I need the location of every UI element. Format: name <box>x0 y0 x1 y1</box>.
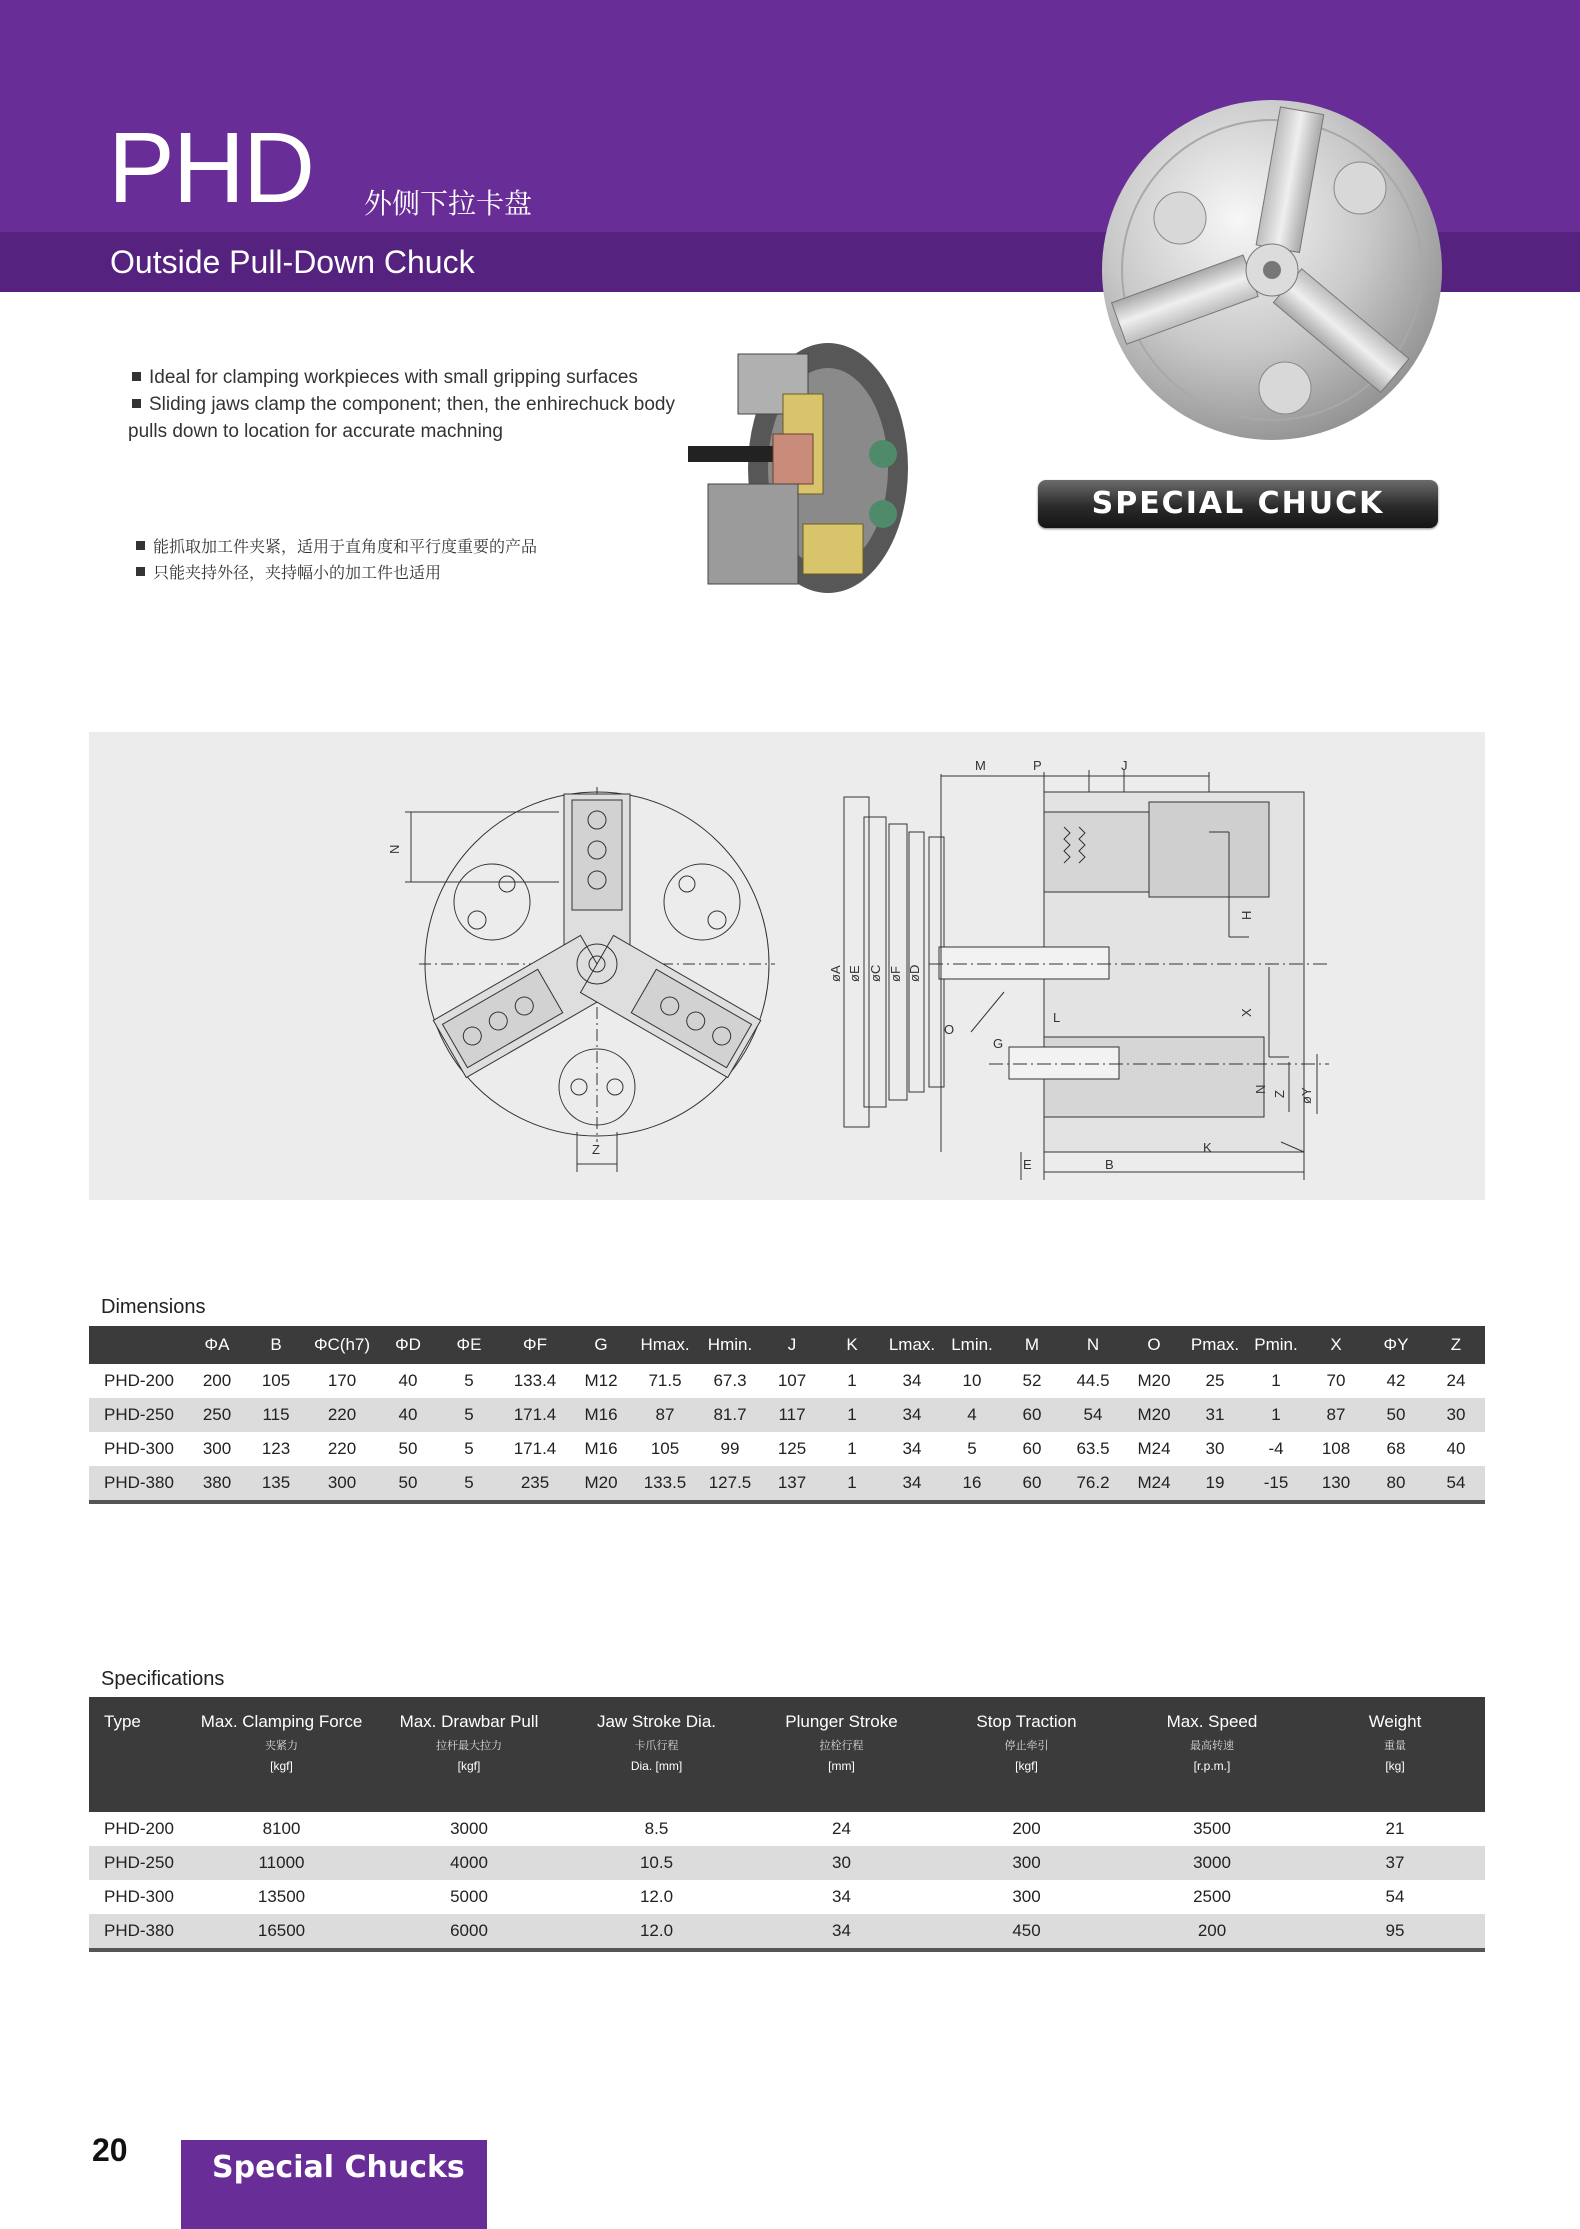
dimensions-column-header: ΦF <box>499 1326 571 1364</box>
dimensions-cell: 34 <box>902 1371 922 1390</box>
dimensions-column-header: M <box>1001 1326 1063 1364</box>
label-Y: øY <box>1299 1087 1314 1104</box>
specifications-row <box>89 1914 1485 1950</box>
label-Z-side: Z <box>1272 1090 1287 1098</box>
specifications-cell: 54 <box>1385 1887 1405 1906</box>
specifications-cell: 300 <box>934 1846 1119 1880</box>
dimensions-cell: 4 <box>943 1398 1001 1432</box>
special-chuck-badge: SPECIAL CHUCK <box>1038 480 1438 528</box>
dimensions-cell: 220 <box>307 1398 377 1432</box>
dimensions-cell: 130 <box>1307 1466 1365 1502</box>
dimensions-cell: 105 <box>261 1371 291 1390</box>
specifications-cell: 10.5 <box>564 1846 749 1880</box>
specifications-cell: 12.0 <box>564 1914 749 1950</box>
dimensions-table <box>89 1326 1485 1504</box>
header-unit: [r.p.m.] <box>1193 1759 1231 1774</box>
header-label: Max. Speed <box>1166 1712 1258 1731</box>
dimensions-cell: 34 <box>902 1439 922 1458</box>
header-label-chinese: 拉杆最大拉力 <box>436 1739 502 1753</box>
specifications-cell: 13500 <box>257 1887 306 1906</box>
feature-list-english <box>128 364 675 445</box>
dimensions-cell: 87 <box>1307 1398 1365 1432</box>
label-F: øF <box>888 966 903 982</box>
label-N-side: N <box>1253 1084 1268 1094</box>
header-unit: [kgf] <box>457 1759 481 1774</box>
dimensions-column-header: J <box>761 1326 823 1364</box>
dimensions-cell: M20 <box>1137 1371 1171 1390</box>
specifications-cell: 24 <box>832 1819 851 1838</box>
specifications-cell: 37 <box>1305 1846 1485 1880</box>
page-subtitle: Outside Pull-Down Chuck <box>110 244 475 280</box>
dimensions-column-header: Lmax. <box>881 1326 943 1364</box>
dimensions-cell: 60 <box>1001 1466 1063 1502</box>
chuck-cutaway-illustration <box>678 334 914 602</box>
dimensions-cell: 1 <box>1271 1371 1281 1390</box>
header-unit: [kg] <box>1385 1759 1405 1774</box>
specifications-row <box>89 1846 1485 1880</box>
label-P: P <box>1033 758 1042 773</box>
dimensions-cell: 54 <box>1063 1398 1123 1432</box>
dimensions-cell: 5 <box>464 1371 474 1390</box>
dimensions-cell: 34 <box>881 1466 943 1502</box>
dimensions-cell: M12 <box>584 1371 618 1390</box>
dimensions-column-header: Pmax. <box>1185 1326 1245 1364</box>
dimensions-cell: 63.5 <box>1076 1439 1110 1458</box>
dimensions-cell: M24 <box>1123 1466 1185 1502</box>
dimensions-cell: 133.5 <box>631 1466 699 1502</box>
dimensions-cell: 81.7 <box>699 1398 761 1432</box>
feature-item <box>136 560 537 586</box>
dimensions-cell: 108 <box>1321 1439 1351 1458</box>
header-label-chinese: 夹紧力 <box>265 1739 298 1753</box>
dimensions-column-header: ΦD <box>377 1326 439 1364</box>
label-D: øD <box>907 964 922 982</box>
dimensions-cell: 5 <box>439 1466 499 1502</box>
dimensions-cell: 42 <box>1386 1371 1406 1390</box>
label-E: E <box>1023 1157 1032 1172</box>
specifications-column-header <box>89 1697 189 1812</box>
page-number: 20 <box>92 2132 128 2168</box>
dimensions-cell: 235 <box>499 1466 571 1502</box>
specifications-column-header <box>749 1697 934 1812</box>
specifications-column-header <box>564 1697 749 1812</box>
specifications-row <box>89 1812 1485 1846</box>
chuck-photo <box>1100 98 1445 443</box>
header-label: Plunger Stroke <box>785 1712 898 1731</box>
dimensions-cell: 250 <box>189 1398 245 1432</box>
dimensions-cell: 5 <box>464 1439 474 1458</box>
dimensions-column-header: K <box>823 1326 881 1364</box>
dimensions-cell: 200 <box>202 1371 232 1390</box>
specifications-column-header <box>189 1697 374 1812</box>
specifications-cell: PHD-250 <box>89 1846 189 1880</box>
technical-drawing <box>89 732 1485 1200</box>
specifications-cell: 6000 <box>374 1914 564 1950</box>
specifications-column-header <box>374 1697 564 1812</box>
dimensions-cell: 40 <box>377 1398 439 1432</box>
label-M: M <box>975 758 986 773</box>
header-unit: [kgf] <box>1015 1759 1038 1774</box>
header-label: Max. Clamping Force <box>200 1712 363 1731</box>
dimensions-cell: M24 <box>1137 1439 1171 1458</box>
dimensions-title: Dimensions <box>101 1296 206 1318</box>
dimensions-cell: PHD-380 <box>89 1466 189 1502</box>
header-label: Jaw Stroke Dia. <box>596 1712 717 1731</box>
specifications-column-header <box>1119 1697 1305 1812</box>
page-title: PHD <box>108 112 314 224</box>
dimensions-cell: 1 <box>823 1398 881 1432</box>
dimensions-cell: 52 <box>1022 1371 1042 1390</box>
dimensions-row <box>89 1398 1485 1432</box>
dimensions-cell: 71.5 <box>648 1371 682 1390</box>
dimensions-cell: 10 <box>962 1371 982 1390</box>
label-H: H <box>1239 910 1254 920</box>
dimensions-cell: 115 <box>245 1398 307 1432</box>
dimensions-cell: 87 <box>631 1398 699 1432</box>
dimensions-column-header: X <box>1307 1326 1365 1364</box>
dimensions-cell: 105 <box>650 1439 680 1458</box>
dimensions-cell: 125 <box>777 1439 807 1458</box>
dimensions-column-header <box>89 1326 189 1364</box>
dimensions-cell: 5 <box>967 1439 977 1458</box>
header-label-chinese: 停止牵引 <box>1004 1739 1049 1753</box>
dimensions-column-header: ΦE <box>439 1326 499 1364</box>
dimensions-cell: PHD-200 <box>104 1371 174 1390</box>
label-O: O <box>944 1022 955 1037</box>
dimensions-cell: 5 <box>439 1398 499 1432</box>
specifications-cell: 3000 <box>450 1819 488 1838</box>
dimensions-cell: 1 <box>847 1439 857 1458</box>
dimensions-row <box>89 1466 1485 1502</box>
dimensions-column-header: G <box>571 1326 631 1364</box>
dimensions-cell: 44.5 <box>1076 1371 1110 1390</box>
dimensions-cell: 1 <box>847 1371 857 1390</box>
dimensions-cell: 40 <box>1446 1439 1466 1458</box>
feature-text: 只能夹持外径，夹持幅小的加工件也适用 <box>153 563 442 582</box>
dimensions-column-header: Hmax. <box>631 1326 699 1364</box>
feature-text: Ideal for clamping workpieces with small gripping surfaces <box>149 367 638 388</box>
feature-item <box>132 391 675 418</box>
specifications-cell: PHD-200 <box>104 1819 174 1838</box>
dimensions-cell: 70 <box>1326 1371 1346 1390</box>
feature-text: pulls down to location for accurate machning <box>128 421 503 442</box>
specifications-cell: 8.5 <box>644 1819 669 1838</box>
specifications-cell: PHD-380 <box>89 1914 189 1950</box>
dimensions-cell: 34 <box>881 1398 943 1432</box>
dimensions-cell: 31 <box>1185 1398 1245 1432</box>
feature-list-chinese <box>136 534 537 586</box>
dimensions-cell: 171.4 <box>499 1398 571 1432</box>
dimensions-cell: 80 <box>1365 1466 1427 1502</box>
specifications-cell: 5000 <box>450 1887 488 1906</box>
dimensions-column-header: B <box>245 1326 307 1364</box>
label-G: G <box>993 1036 1004 1051</box>
dimensions-cell: 133.4 <box>513 1371 557 1390</box>
technical-drawing-panel <box>89 732 1485 1200</box>
specifications-column-header <box>1305 1697 1485 1812</box>
dimensions-cell: 54 <box>1427 1466 1485 1502</box>
label-C: øC <box>868 964 883 982</box>
dimensions-cell: -15 <box>1245 1466 1307 1502</box>
specifications-cell: 16500 <box>189 1914 374 1950</box>
bullet-icon <box>132 399 141 408</box>
dimensions-cell: 68 <box>1386 1439 1406 1458</box>
dimensions-column-header: O <box>1123 1326 1185 1364</box>
dimensions-cell: 40 <box>398 1371 418 1390</box>
specifications-cell: 200 <box>1012 1819 1041 1838</box>
dimensions-cell: 300 <box>307 1466 377 1502</box>
header-label-chinese: 拉栓行程 <box>819 1739 864 1753</box>
dimensions-cell: M20 <box>571 1466 631 1502</box>
dimensions-cell: 76.2 <box>1063 1466 1123 1502</box>
dimensions-cell: 25 <box>1205 1371 1225 1390</box>
dimensions-column-header: Lmin. <box>943 1326 1001 1364</box>
dimensions-cell: 170 <box>327 1371 357 1390</box>
specifications-cell: 3000 <box>1119 1846 1305 1880</box>
dimensions-cell: 99 <box>720 1439 740 1458</box>
dimensions-column-header: Z <box>1427 1326 1485 1364</box>
header-label: Max. Drawbar Pull <box>399 1712 539 1731</box>
dimensions-column-header: N <box>1063 1326 1123 1364</box>
header-label: Weight <box>1368 1712 1422 1731</box>
header-label-chinese: 重量 <box>1384 1739 1406 1753</box>
dimensions-cell: PHD-250 <box>89 1398 189 1432</box>
label-J: J <box>1121 758 1128 773</box>
dimensions-cell: 123 <box>261 1439 291 1458</box>
bullet-icon <box>136 541 145 550</box>
dimensions-cell: 30 <box>1205 1439 1225 1458</box>
feature-item-continuation <box>128 418 675 445</box>
specifications-cell: 3500 <box>1193 1819 1231 1838</box>
specifications-cell: 2500 <box>1193 1887 1231 1906</box>
bullet-icon <box>136 567 145 576</box>
header-unit: Dia. [mm] <box>630 1759 683 1774</box>
dimensions-cell: 380 <box>189 1466 245 1502</box>
label-E-dia: øE <box>847 965 862 982</box>
dimensions-cell: 135 <box>245 1466 307 1502</box>
dimensions-column-header: Pmin. <box>1245 1326 1307 1364</box>
bullet-icon <box>132 372 141 381</box>
label-K: K <box>1203 1140 1212 1155</box>
feature-text: 能抓取加工件夹紧，适用于直角度和平行度重要的产品 <box>153 537 538 556</box>
specifications-cell: 95 <box>1305 1914 1485 1950</box>
dimensions-cell: 50 <box>398 1439 418 1458</box>
specifications-column-header <box>934 1697 1119 1812</box>
header-unit: [mm] <box>828 1759 855 1774</box>
dimensions-cell: 117 <box>761 1398 823 1432</box>
dimensions-cell: 171.4 <box>513 1439 557 1458</box>
dimensions-cell: 16 <box>943 1466 1001 1502</box>
dimensions-column-header: Hmin. <box>699 1326 761 1364</box>
dimensions-cell: 1 <box>1245 1398 1307 1432</box>
label-Z-front: Z <box>592 1142 600 1157</box>
feature-item <box>136 534 537 560</box>
specifications-cell: 30 <box>749 1846 934 1880</box>
label-A: øA <box>828 965 843 982</box>
dimensions-cell: 19 <box>1185 1466 1245 1502</box>
dimensions-cell: 50 <box>377 1466 439 1502</box>
dimensions-row <box>89 1432 1485 1466</box>
dimensions-cell: 60 <box>1001 1398 1063 1432</box>
header-label: Type <box>104 1712 141 1731</box>
dimensions-cell: M16 <box>571 1398 631 1432</box>
dimensions-cell: 67.3 <box>713 1371 747 1390</box>
specifications-header-row <box>89 1697 1485 1812</box>
specifications-cell: PHD-300 <box>104 1887 174 1906</box>
footer-section-label: Special Chucks <box>212 2150 465 2185</box>
label-L: L <box>1053 1010 1061 1025</box>
specifications-table <box>89 1697 1485 1952</box>
specifications-cell: 34 <box>749 1914 934 1950</box>
dimensions-cell: -4 <box>1268 1439 1284 1458</box>
dimensions-header-row <box>89 1326 1485 1364</box>
page-title-chinese: 外侧下拉卡盘 <box>364 187 533 220</box>
dimensions-cell: 60 <box>1022 1439 1042 1458</box>
dimensions-column-header: ΦY <box>1365 1326 1427 1364</box>
specifications-cell: 4000 <box>374 1846 564 1880</box>
specifications-cell: 8100 <box>262 1819 301 1838</box>
label-B: B <box>1105 1157 1114 1172</box>
specifications-cell: 300 <box>1012 1887 1041 1906</box>
specifications-cell: 12.0 <box>639 1887 674 1906</box>
header-unit: [kgf] <box>270 1759 293 1774</box>
specifications-cell: 34 <box>832 1887 851 1906</box>
specifications-cell: 200 <box>1119 1914 1305 1950</box>
dimensions-cell: 107 <box>777 1371 807 1390</box>
dimensions-cell: 24 <box>1446 1371 1466 1390</box>
specifications-cell: 11000 <box>189 1846 374 1880</box>
dimensions-cell: 137 <box>761 1466 823 1502</box>
dimensions-column-header: ΦA <box>189 1326 245 1364</box>
dimensions-cell: M16 <box>584 1439 618 1458</box>
feature-item <box>132 364 675 391</box>
dimensions-cell: 220 <box>327 1439 357 1458</box>
feature-text: Sliding jaws clamp the component; then, the enhirechuck body <box>149 394 675 415</box>
header-label-chinese: 卡爪行程 <box>634 1739 679 1753</box>
specifications-row <box>89 1880 1485 1914</box>
label-X: X <box>1239 1008 1254 1017</box>
dimensions-column-header: ΦC(h7) <box>307 1326 377 1364</box>
specifications-cell: 450 <box>934 1914 1119 1950</box>
dimensions-cell: 1 <box>823 1466 881 1502</box>
dimensions-cell: 30 <box>1427 1398 1485 1432</box>
header-label: Stop Traction <box>976 1712 1077 1731</box>
specifications-cell: 21 <box>1385 1819 1405 1838</box>
dimensions-cell: PHD-300 <box>104 1439 174 1458</box>
specifications-title: Specifications <box>101 1668 225 1690</box>
dimensions-cell: M20 <box>1123 1398 1185 1432</box>
header-label-chinese: 最高转速 <box>1190 1739 1234 1753</box>
dimensions-cell: 300 <box>202 1439 232 1458</box>
dimensions-row <box>89 1364 1485 1398</box>
dimensions-cell: 127.5 <box>699 1466 761 1502</box>
dimensions-cell: 50 <box>1365 1398 1427 1432</box>
label-N-front: N <box>387 844 402 854</box>
